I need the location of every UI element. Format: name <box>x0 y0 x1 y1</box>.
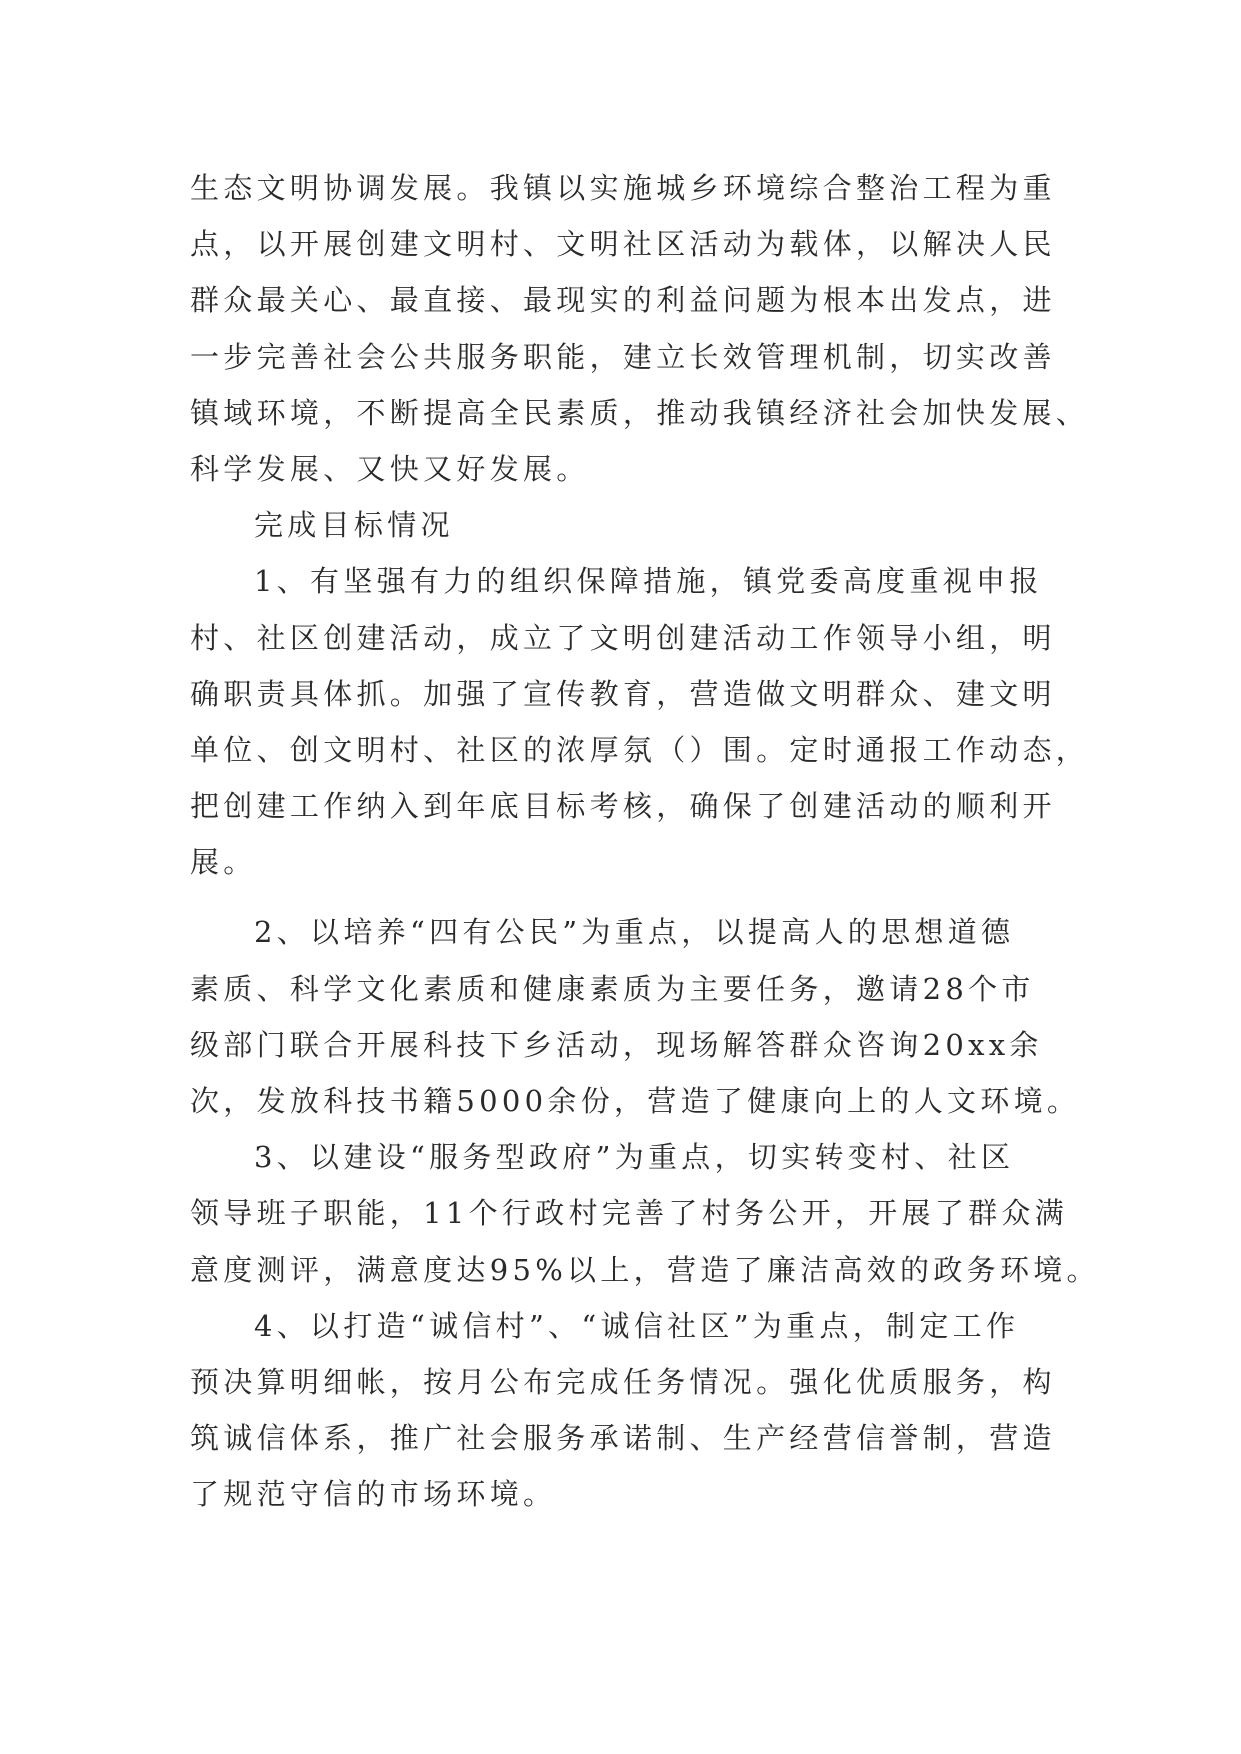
section-heading <box>190 497 1060 553</box>
document-body <box>190 160 1100 1523</box>
text-line: 镇域环境，不断提高全民素质，推动我镇经济社会加快发展、 <box>190 395 1090 430</box>
text-line: 筑诚信体系，推广社会服务承诺制、生产经营信誉制，营造 <box>190 1421 1056 1456</box>
text-line: 领导班子职能，11个行政村完善了村务公开，开展了群众满 <box>190 1196 1069 1231</box>
paragraph-item-1 <box>190 553 1090 890</box>
text-line: 级部门联合开展科技下乡活动，现场解答群众咨询20xx余 <box>190 1027 1043 1062</box>
text-line: 把创建工作纳入到年底目标考核，确保了创建活动的顺利开 <box>190 789 1056 824</box>
text-line: 群众最关心、最直接、最现实的利益问题为根本出发点，进 <box>190 283 1056 318</box>
text-line: 村、社区创建活动，成立了文明创建活动工作领导小组，明 <box>190 620 1056 655</box>
text-line: 生态文明协调发展。我镇以实施城乡环境综合整治工程为重 <box>190 171 1056 205</box>
text-line: 次，发放科技书籍5000余份，营造了健康向上的人文环境。 <box>190 1084 1081 1118</box>
text-line: 2、以培养“四有公民”为重点，以提高人的思想道德 <box>254 915 1015 950</box>
paragraph-item-2 <box>190 904 1081 1129</box>
paragraph-intro <box>190 160 1090 497</box>
text-line: 3、以建设“服务型政府”为重点，切实转变村、社区 <box>254 1140 1015 1175</box>
paragraph-gap <box>190 890 1060 904</box>
text-line: 素质、科学文化素质和健康素质为主要任务，邀请28个市 <box>190 971 1035 1006</box>
text-line: 意度测评，满意度达95%以上，营造了廉洁高效的政务环境。 <box>190 1252 1100 1287</box>
text-line: 1、有坚强有力的组织保障措施，镇党委高度重视申报 <box>254 564 1043 599</box>
text-line: 确职责具体抓。加强了宣传教育，营造做文明群众、建文明 <box>190 676 1056 711</box>
text-line: 一步完善社会公共服务职能，建立长效管理机制，切实改善 <box>190 339 1056 374</box>
paragraph-item-3 <box>190 1129 1100 1298</box>
text-line: 展。 <box>190 845 257 880</box>
text-line: 点，以开展创建文明村、文明社区活动为载体，以解决人民 <box>190 227 1056 262</box>
text-line: 科学发展、又快又好发展。 <box>190 451 590 486</box>
text-line: 4、以打造“诚信村”、“诚信社区”为重点，制定工作 <box>254 1308 1020 1343</box>
heading-text: 完成目标情况 <box>254 508 454 543</box>
paragraph-item-4 <box>190 1298 1060 1523</box>
text-line: 了规范守信的市场环境。 <box>190 1477 557 1512</box>
text-line: 单位、创文明村、社区的浓厚氛（）围。定时通报工作动态， <box>190 732 1090 767</box>
text-line: 预决算明细帐，按月公布完成任务情况。强化优质服务，构 <box>190 1364 1056 1399</box>
